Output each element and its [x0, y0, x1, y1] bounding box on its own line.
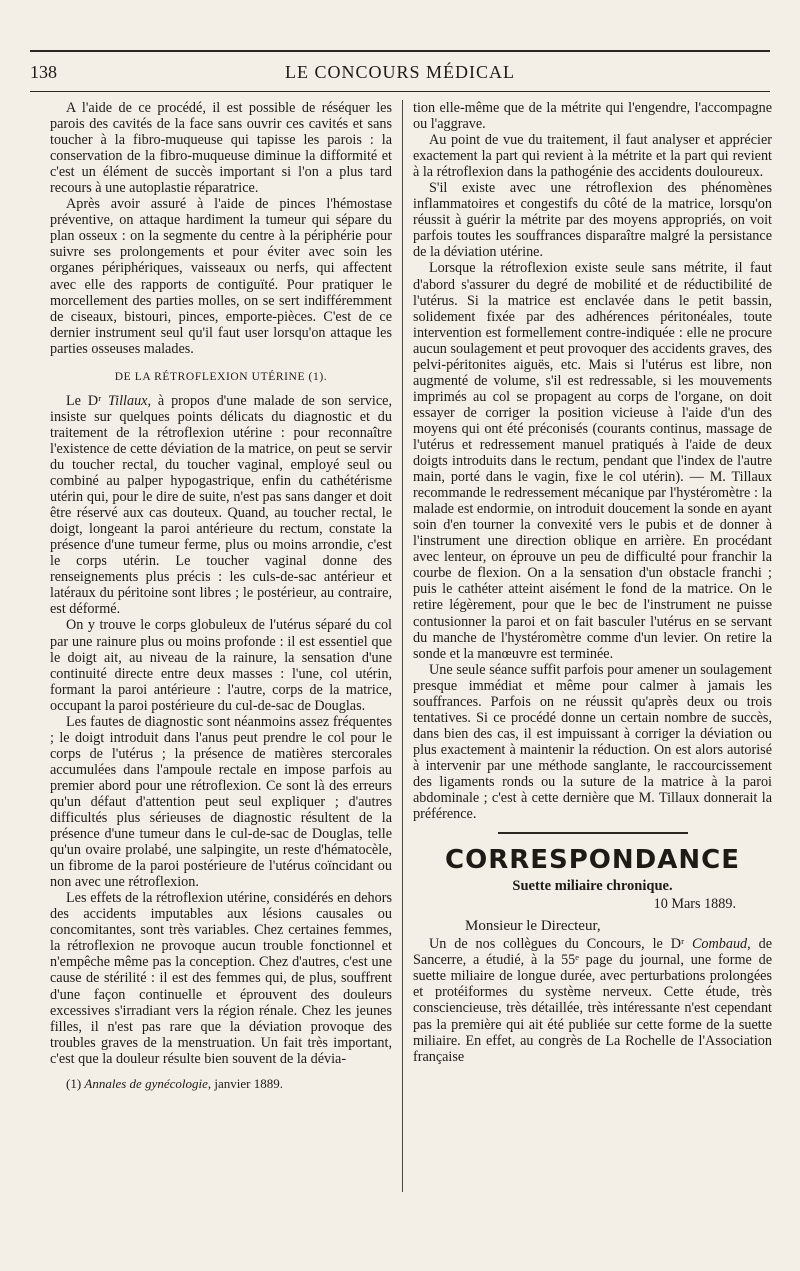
- text-span: Un de nos collègues du Concours, le Dʳ: [429, 936, 692, 953]
- footnote-date: , janvier 1889.: [207, 1075, 283, 1091]
- paragraph: S'il existe avec une rétroflexion des phénomènes inflammatoires et congestifs du côté de la matrice, lorsqu'on réussit à guérir la métrite par des moyens appropriés, on voit parfois toutes les souffrances disparaître malgré la persistance de la déviation utérine.: [413, 180, 772, 261]
- paragraph: Les effets de la rétroflexion utérine, considérés en dehors des accidents imputables aux lésions causales ou concomitantes, sont très variables. Chez certaines femmes, la rétroflexion ne provoque aucun trouble fonctionnel et n'empêche même pas la conception. Chez d'autres, c'est une cause de stérilité : il est des femmes qui, de plus, souffrent d'une façon continuelle et éprouvent des douleurs excessives s'irradiant vers la région rénale. Chez les jeunes filles, il n'est pas rare que la déviation provoque des troubles graves de la menstruation. Un fait très important, c'est que la douleur résulte bien souvent de la dévia-: [50, 890, 392, 1067]
- top-rule: [30, 50, 770, 52]
- correspondance-title: CORRESPONDANCE: [445, 845, 740, 876]
- paragraph: [413, 936, 772, 1064]
- paragraph: Au point de vue du traitement, il faut analyser et apprécier exactement la part qui revient à la métrite et la part qui revient à la rétroflexion dans la pathogénie des accidents douloureux.: [413, 132, 772, 181]
- section-separator: [498, 832, 688, 834]
- paragraph: Lorsque la rétroflexion existe seule sans métrite, il faut d'abord s'assurer du degré de mobilité et de réductibilité de l'utérus. Si la matrice est enclavée dans le petit bassin, solidement fixée par des adhérences péritonéales, toute intervention est formellement contre-indiquée : elle ne procure aucun soulagement et peut provoquer des accidents graves, des pelvi-péritonites aiguës, etc. Mais si l'utérus est libre, non augmenté de volume, s'il est redressable, si les mouvements imprimés au col se propagent au corps de l'organe, on doit essayer de corriger la position vicieuse à l'aide d'un des moyens qui ont été préconisés (courants continus, massage de l'utérus et redressement manuel pratiqués à l'aide de deux doigts introduits dans le rectum, pendant que l'index de l'autre main, porté dans le vagin, fixe le col utérin). — M. Tillaux recommande le redressement mécanique par l'hystéromètre : la malade est endormie, on introduit doucement la sonde en ayant soin d'en tourner la convexité vers le pubis et de donner à l'instrument une direction oblique en arrière. En procédant avec lenteur, on éprouve un peu de difficulté pour franchir la courbe de flexion. On a la sensation d'un obstacle franchi ; puis le cathéter atteint aisément le fond de la matrice. On le retire légèrement, pour que le bec de l'instrument ne puisse contusionner la paroi et on fait basculer l'utérus en se servant du manche de l'hystéromètre comme d'un levier. On retire la sonde et la manœuvre est terminée.: [413, 260, 772, 662]
- footnote-number: (1): [66, 1075, 85, 1091]
- paragraph: Les fautes de diagnostic sont néanmoins assez fréquentes ; le doigt introduit dans l'anus peut prendre le col pour le corps de l'utérus ; la présence de matières stercorales accumulées dans l'ampoule rectale en impose parfois au premier abord pour une rétroflexion. Ce sont là des erreurs qu'un défaut d'attention peut seul expliquer ; d'autres difficultés plus sérieuses de diagnostic résultent de la présence d'une tumeur dans le cul-de-sac de Douglas, telle qu'un ovaire prolabé, une salpingite, un reste d'hématocèle, un fibrome de la paroi postérieure de l'utérus coïncidant ou non avec une rétroflexion.: [50, 713, 392, 891]
- letter-salutation: Monsieur le Directeur,: [465, 918, 601, 935]
- footnote: [50, 1076, 392, 1092]
- correspondance-subtitle: Suette miliaire chronique.: [512, 878, 673, 895]
- running-title: LE CONCOURS MÉDICAL: [284, 62, 515, 82]
- header-rule: [30, 91, 770, 92]
- author-name: Combaud: [691, 936, 748, 953]
- text-span: , à propos d'une malade de son service, insiste sur quelques points délicats du diagnostic et du traitement de la rétroflexion utérine : pour reconnaître l'existence de cette déviation de la matrice, on peut se servir du toucher rectal, du toucher vaginal, employé seul ou combiné au palper hypogastrique, enfin du cathétérisme utérin qui, pour le dire de suite, n'est pas sans danger et doit être réservé aux cas douteux. Quand, au toucher rectal, le doigt, longeant la paroi antérieure du rectum, constate la présence d'une tumeur ferme, plus ou moins arrondie, c'est le corps utérin. Le toucher vaginal donne des renseignements plus précis : les culs-de-sac antérieur et latéraux du péritoine sont libres ; le postérieur, au contraire, est déformé.: [50, 392, 392, 618]
- right-column: [413, 100, 772, 1065]
- left-column: [50, 100, 392, 1092]
- author-name: Tillaux: [108, 392, 148, 409]
- text-span: Le Dʳ: [66, 392, 109, 409]
- text-span: , de Sancerre, a étudié, à la 55ᵉ page du journal, une forme de suette miliaire de longue durée, avec perturbations prolongées et protéiformes du système nerveux. Cette étude, très consciencieuse, très détaillée, très intéressante n'est cependant pas la première qui ait été publiée sur cette forme de la suette miliaire. En effet, au congrès de La Rochelle de l'Association française: [413, 936, 772, 1065]
- paragraph: Après avoir assuré à l'aide de pinces l'hémostase préventive, on attaque hardiment la tumeur qui sépare du plan osseux : on la segmente du centre à la périphérie pour suivre ses prolongements et pour éviter avec soin les organes périphériques, vaisseaux ou nerfs, qui affectent avec elle des rapports de contiguïté. Pour pratiquer le morcellement des parties molles, on se sert indifféremment de ciseaux, bistouri, pinces, emporte-pièces. C'est de ce dernier instrument seul qu'il faut user lorsqu'on attaque les parties osseuses malades.: [50, 196, 392, 357]
- page-number: 138: [30, 62, 57, 82]
- page-header: [30, 62, 770, 88]
- footnote-journal: Annales de gynécologie: [84, 1075, 208, 1091]
- letter-date: 10 Mars 1889.: [653, 896, 736, 913]
- paragraph: tion elle-même que de la métrite qui l'engendre, l'accompagne ou l'aggrave.: [413, 100, 772, 133]
- paragraph: [50, 393, 392, 618]
- paragraph: On y trouve le corps globuleux de l'utérus séparé du col par une rainure plus ou moins profonde : il est essentiel que le doigt ait, au niveau de la rainure, la sensation d'une continuité directe entre deux masses : l'une, col utérin, formant la paroi antérieure : l'autre, corps de la matrice, occupant la paroi postérieure du cul-de-sac de Douglas.: [50, 617, 392, 714]
- column-divider: [402, 100, 403, 1192]
- section-title: DE LA RÉTROFLEXION UTÉRINE (1).: [114, 370, 328, 383]
- paragraph: A l'aide de ce procédé, il est possible de réséquer les parois des cavités de la face sans ouvrir ces cavités et sans toucher à la fibro-muqueuse qui tapisse les parois : la conservation de la fibro-muqueuse diminue la difformité et c'est un élément de succès important si l'on a plus tard recours à une autoplastie réparatrice.: [50, 100, 392, 197]
- paragraph: Une seule séance suffit parfois pour amener un soulagement presque immédiat et même pour calmer à jamais les souffrances. Parfois on ne réussit qu'après deux ou trois tentatives. Si ce procédé donne un certain nombre de succès, dans bien des cas, il est impuissant à corriger la déviation ou plus exactement à maintenir la réduction. On est alors autorisé à intervenir par une méthode sanglante, le raccourcissement des ligaments ronds ou la suture de la matrice à la paroi abdominale ; c'est à cette dernière que M. Tillaux donnerait la préférence.: [413, 661, 772, 823]
